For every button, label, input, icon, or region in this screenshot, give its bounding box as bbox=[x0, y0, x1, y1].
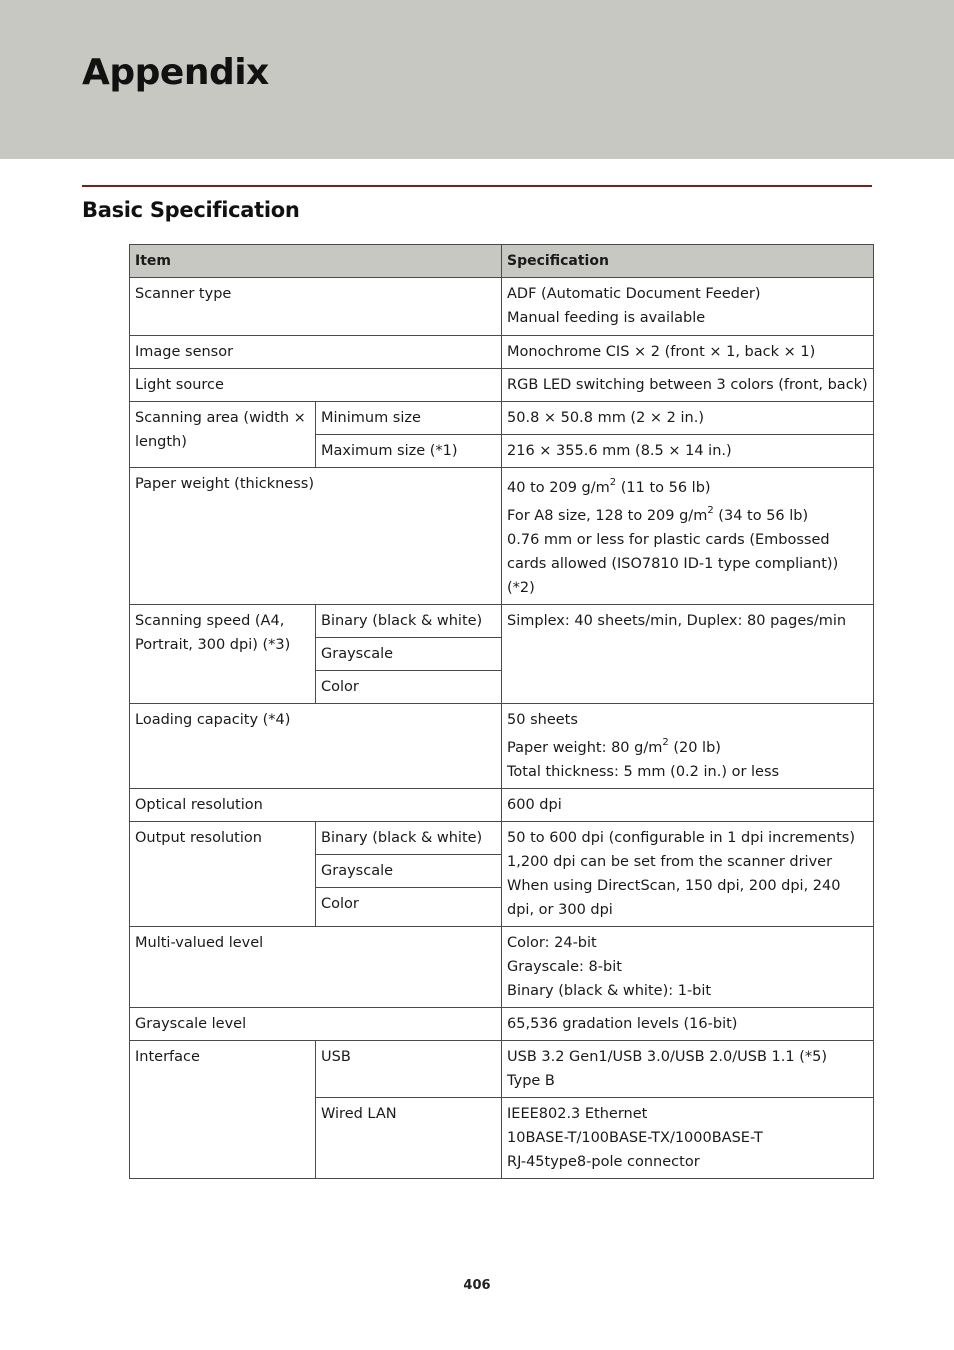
spec-line: For A8 size, 128 to 209 $g/m^2$ (34 to 56 lb) bbox=[507, 505, 809, 524]
row-sublabel: Color bbox=[316, 671, 502, 704]
row-spec bbox=[502, 1098, 874, 1179]
spec-line: 10BASE-T/100BASE-TX/1000BASE-T bbox=[507, 1130, 763, 1146]
spec-line: Color: 24-bit bbox=[507, 935, 597, 951]
table-row-scanning-speed-binary bbox=[130, 605, 874, 638]
table-header-row bbox=[130, 245, 874, 278]
page-title: Appendix bbox=[82, 52, 269, 93]
row-label: Multi-valued level bbox=[130, 927, 502, 1008]
page-number: 406 bbox=[463, 1278, 491, 1293]
row-spec: RGB LED switching between 3 colors (front, back) bbox=[502, 369, 874, 402]
table-row-optical-resolution bbox=[130, 789, 874, 822]
row-sublabel: Binary (black & white) bbox=[316, 822, 502, 855]
row-label: Scanning area (width × length) bbox=[130, 402, 316, 468]
spec-line: 40 to 209 $g/m^2$ (11 to 56 lb) bbox=[507, 477, 711, 496]
row-label: Scanner type bbox=[130, 278, 502, 336]
spec-line: Manual feeding is available bbox=[507, 310, 706, 326]
row-spec: 65,536 gradation levels (16-bit) bbox=[502, 1008, 874, 1041]
row-label: Paper weight (thickness) bbox=[130, 468, 502, 605]
spec-line: Grayscale: 8-bit bbox=[507, 959, 622, 975]
row-label: Loading capacity (*4) bbox=[130, 704, 502, 789]
spec-line: Total thickness: 5 mm (0.2 in.) or less bbox=[507, 764, 780, 780]
row-spec: Monochrome CIS × 2 (front × 1, back × 1) bbox=[502, 336, 874, 369]
table-row-scanning-area-min bbox=[130, 402, 874, 435]
row-label: Interface bbox=[130, 1041, 316, 1179]
spec-line: Binary (black & white): 1-bit bbox=[507, 983, 712, 999]
table-row-scanner-type bbox=[130, 278, 874, 336]
section-divider bbox=[82, 185, 872, 187]
row-sublabel: USB bbox=[316, 1041, 502, 1098]
row-spec: 50.8 × 50.8 mm (2 × 2 in.) bbox=[502, 402, 874, 435]
row-sublabel: Binary (black & white) bbox=[316, 605, 502, 638]
specification-table bbox=[129, 244, 874, 1179]
row-sublabel: Grayscale bbox=[316, 638, 502, 671]
spec-line: 0.76 mm or less for plastic cards (Embossed cards allowed (ISO7810 ID-1 type compliant)) (*2) bbox=[507, 532, 839, 596]
header-banner bbox=[0, 0, 954, 159]
spec-line: 50 to 600 dpi (configurable in 1 dpi increments) bbox=[507, 830, 855, 846]
table-row-interface-usb bbox=[130, 1041, 874, 1098]
row-label: Output resolution bbox=[130, 822, 316, 927]
spec-line: Paper weight: 80 $g/m^2$ (20 lb) bbox=[507, 737, 721, 756]
spec-line: Type B bbox=[507, 1073, 555, 1089]
table-row-output-resolution-binary bbox=[130, 822, 874, 855]
row-label: Light source bbox=[130, 369, 502, 402]
row-label: Grayscale level bbox=[130, 1008, 502, 1041]
spec-line: IEEE802.3 Ethernet bbox=[507, 1106, 648, 1122]
row-spec bbox=[502, 927, 874, 1008]
table-row-light-source bbox=[130, 369, 874, 402]
row-spec bbox=[502, 822, 874, 927]
header-item: Item bbox=[130, 245, 502, 278]
spec-line: USB 3.2 Gen1/USB 3.0/USB 2.0/USB 1.1 (*5) bbox=[507, 1049, 827, 1065]
row-spec: 600 dpi bbox=[502, 789, 874, 822]
row-spec: 216 × 355.6 mm (8.5 × 14 in.) bbox=[502, 435, 874, 468]
spec-line: 50 sheets bbox=[507, 712, 578, 728]
row-sublabel: Wired LAN bbox=[316, 1098, 502, 1179]
row-sublabel: Maximum size (*1) bbox=[316, 435, 502, 468]
spec-line: RJ-45type8-pole connector bbox=[507, 1154, 700, 1170]
section-title: Basic Specification bbox=[82, 198, 300, 222]
row-spec bbox=[502, 468, 874, 605]
spec-line: 1,200 dpi can be set from the scanner driver bbox=[507, 854, 833, 870]
table-row-multi-valued-level bbox=[130, 927, 874, 1008]
table-row-loading-capacity bbox=[130, 704, 874, 789]
header-specification: Specification bbox=[502, 245, 874, 278]
row-spec bbox=[502, 278, 874, 336]
row-spec: Simplex: 40 sheets/min, Duplex: 80 pages/min bbox=[502, 605, 874, 704]
row-label: Optical resolution bbox=[130, 789, 502, 822]
table-row-grayscale-level bbox=[130, 1008, 874, 1041]
row-sublabel: Minimum size bbox=[316, 402, 502, 435]
row-label: Image sensor bbox=[130, 336, 502, 369]
row-sublabel: Grayscale bbox=[316, 855, 502, 888]
row-spec bbox=[502, 1041, 874, 1098]
table-row-image-sensor bbox=[130, 336, 874, 369]
row-spec bbox=[502, 704, 874, 789]
row-sublabel: Color bbox=[316, 888, 502, 927]
row-label: Scanning speed (A4, Portrait, 300 dpi) (*3) bbox=[130, 605, 316, 704]
table-row-paper-weight bbox=[130, 468, 874, 605]
spec-line: ADF (Automatic Document Feeder) bbox=[507, 286, 761, 302]
spec-line: When using DirectScan, 150 dpi, 200 dpi, 240 dpi, or 300 dpi bbox=[507, 878, 841, 918]
